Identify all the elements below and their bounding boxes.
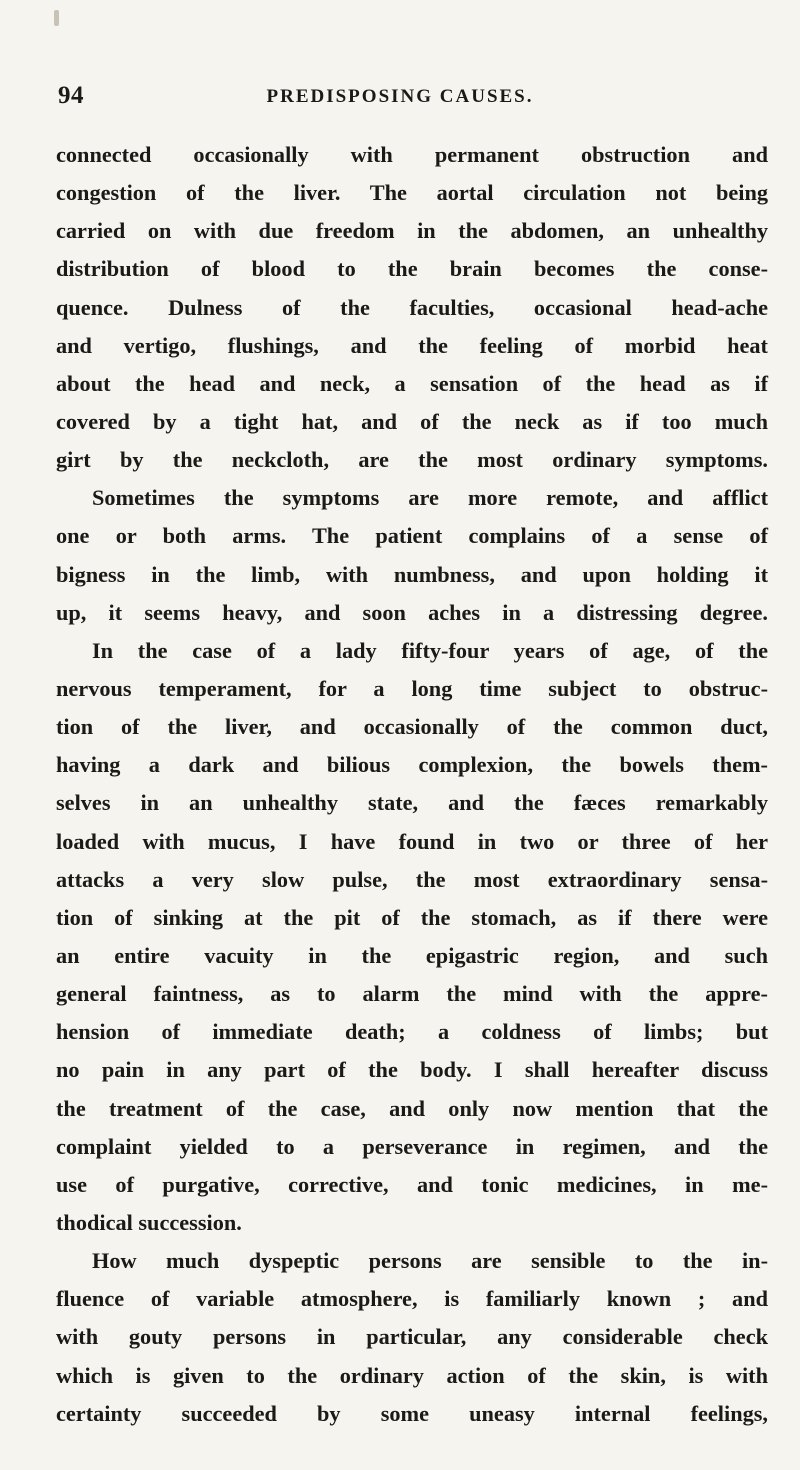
text-line: general faintness, as to alarm the mind with the appre- — [56, 981, 768, 1007]
text-line: tion of sinking at the pit of the stomach, as if there were — [56, 904, 768, 930]
text-line: complaint yielded to a perseverance in regimen, and the — [56, 1133, 768, 1159]
text-line: attacks a very slow pulse, the most extraordinary sensa- — [56, 866, 768, 892]
text-line: carried on with due freedom in the abdomen, an unhealthy — [56, 218, 768, 244]
text-line: Sometimes the symptoms are more remote, and afflict — [92, 485, 768, 511]
running-title: PREDISPOSING CAUSES. — [266, 86, 534, 107]
text-line: distribution of blood to the brain becomes the conse- — [56, 256, 768, 282]
text-line: bigness in the limb, with numbness, and upon holding it — [56, 561, 768, 587]
text-line: covered by a tight hat, and of the neck as if too much — [56, 408, 768, 434]
text-line: about the head and neck, a sensation of the head as if — [56, 370, 768, 396]
text-line: quence. Dulness of the faculties, occasional head-ache — [56, 294, 768, 320]
body-text — [56, 136, 768, 1433]
text-line: In the case of a lady fifty-four years of age, of the — [92, 637, 768, 663]
text-line: selves in an unhealthy state, and the fæces remarkably — [56, 790, 768, 816]
text-line: tion of the liver, and occasionally of the common duct, — [56, 714, 768, 740]
text-line: certainty succeeded by some uneasy internal feelings, — [56, 1400, 768, 1426]
text-line: thodical succession. — [56, 1209, 242, 1235]
text-line: nervous temperament, for a long time subject to obstruc- — [56, 675, 768, 701]
text-line: one or both arms. The patient complains of a sense of — [56, 523, 768, 549]
text-line: loaded with mucus, I have found in two or three of her — [56, 828, 768, 854]
text-line: an entire vacuity in the epigastric region, and such — [56, 942, 768, 968]
page-number: 94 — [58, 82, 84, 109]
text-line: no pain in any part of the body. I shall hereafter discuss — [56, 1057, 768, 1083]
text-line: girt by the neckcloth, are the most ordinary symptoms. — [56, 447, 768, 473]
text-line: use of purgative, corrective, and tonic medicines, in me- — [56, 1171, 768, 1197]
text-line: fluence of variable atmosphere, is familiarly known ; and — [56, 1286, 768, 1312]
text-line: hension of immediate death; a coldness of limbs; but — [56, 1019, 768, 1045]
scan-mark — [54, 10, 59, 26]
text-line: connected occasionally with permanent obstruction and — [56, 142, 768, 167]
text-line: up, it seems heavy, and soon aches in a distressing degree. — [56, 599, 768, 625]
text-line: the treatment of the case, and only now mention that the — [56, 1095, 768, 1121]
text-line: which is given to the ordinary action of the skin, is with — [56, 1362, 768, 1388]
text-line: congestion of the liver. The aortal circulation not being — [56, 180, 768, 206]
text-line: How much dyspeptic persons are sensible to the in- — [92, 1248, 768, 1274]
text-line: and vertigo, flushings, and the feeling of morbid heat — [56, 332, 768, 358]
text-line: having a dark and bilious complexion, the bowels them- — [56, 752, 768, 778]
text-line: with gouty persons in particular, any considerable check — [56, 1324, 768, 1350]
